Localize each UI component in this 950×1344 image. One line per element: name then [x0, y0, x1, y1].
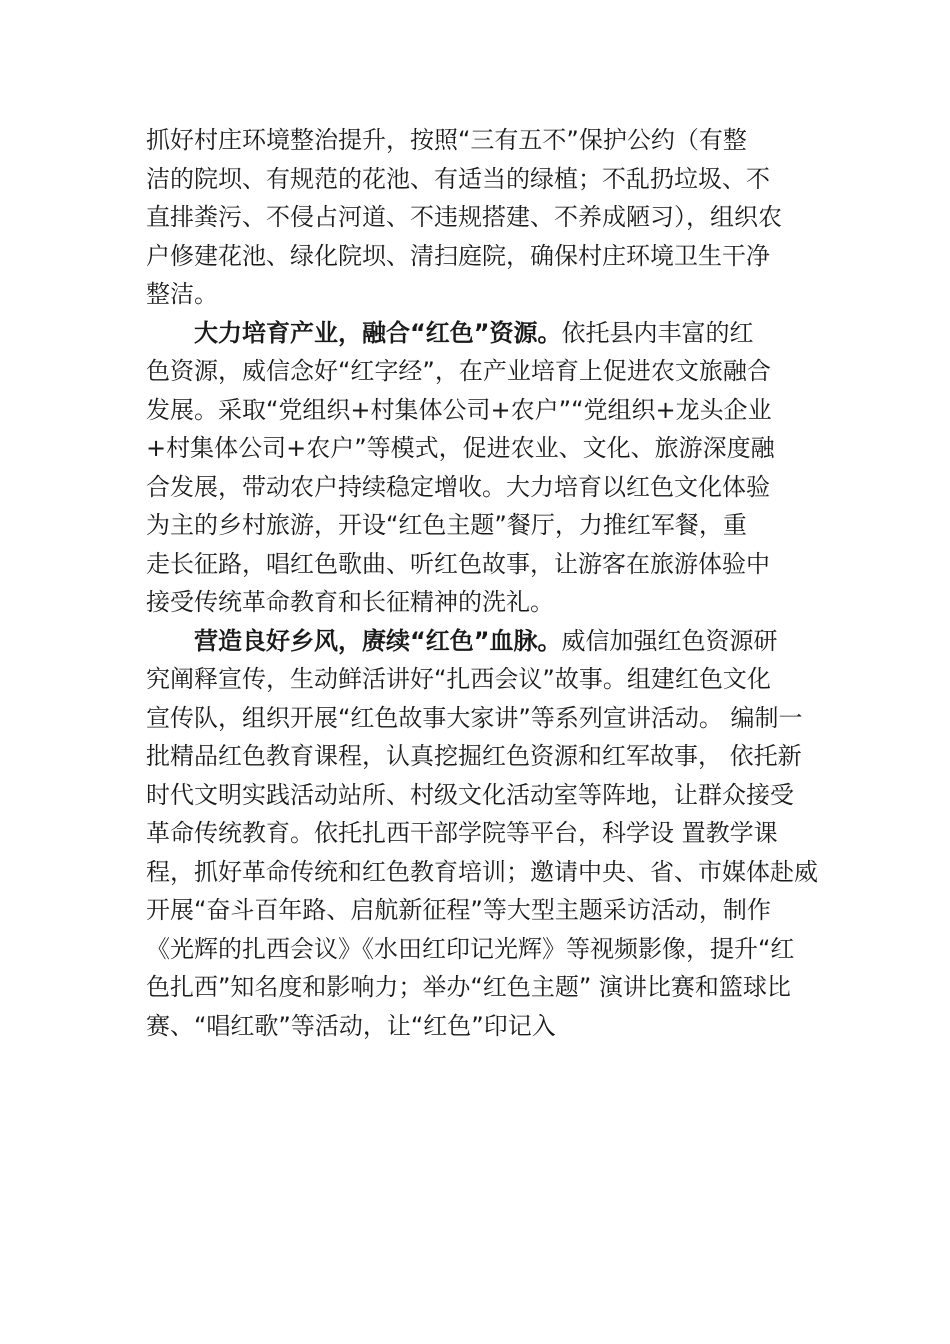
- text-line: 发展。采取“党组织+村集体公司+农户”“党组织+龙头企业: [146, 395, 772, 424]
- text-line: 抓好村庄环境整治提升，按照“三有五不”保护公约（有整: [146, 126, 747, 154]
- paragraph-heading-line: 大力培育产业，融合“红色”资源。依托县内丰富的红: [194, 318, 754, 347]
- text-line: 合发展，带动农户持续稳定增收。大力培育以红色文化体验: [146, 472, 770, 501]
- text-line: 批精品红色教育课程，认真挖掘红色资源和红军故事， 依托新: [146, 742, 802, 770]
- text-line: 赛、“唱红歌”等活动，让“红色”印记入: [146, 1011, 556, 1040]
- text-line: 时代文明实践活动站所、村级文化活动室等阵地，让群众接受: [146, 780, 794, 809]
- text-line: +村集体公司+农户”等模式，促进农业、文化、旅游深度融: [146, 434, 775, 462]
- text-line: 究阐释宣传，生动鲜活讲好“扎西会议”故事。组建红色文化: [146, 665, 771, 693]
- section-heading: 大力培育产业，融合“红色”资源。: [194, 318, 562, 347]
- text-line: 户修建花池、绿化院坝、清扫庭院，确保村庄环境卫生干净: [146, 241, 770, 270]
- text-line: 宣传队，组织开展“红色故事大家讲”等系列宣讲活动。 编制一: [146, 703, 803, 732]
- paragraph-heading-line: 营造良好乡风，赓续“红色”血脉。威信加强红色资源研: [194, 626, 778, 655]
- text-line: 开展“奋斗百年路、启航新征程”等大型主题采访活动，制作: [146, 896, 771, 924]
- text-line: 《光辉的扎西会议》《水田红印记光辉》等视频影像，提升“红: [146, 934, 795, 963]
- text-line: 走长征路，唱红色歌曲、听红色故事，让游客在旅游体验中: [146, 549, 770, 578]
- text-line: 整洁。: [146, 280, 218, 308]
- text-line: 革命传统教育。依托扎西干部学院等平台，科学设 置教学课: [146, 819, 778, 847]
- text-line: 色扎西”知名度和影响力；举办“红色主题” 演讲比赛和篮球比: [146, 973, 791, 1001]
- text-line: 接受传统革命教育和长征精神的洗礼。: [146, 588, 554, 616]
- text-line: 为主的乡村旅游，开设“红色主题”餐厅，力推红军餐，重: [146, 511, 747, 539]
- section-heading: 营造良好乡风，赓续“红色”血脉。: [194, 626, 562, 655]
- text-line: 程，抓好革命传统和红色教育培训；邀请中央、省、市媒体赴威: [146, 857, 818, 886]
- text-line: 直排粪污、不侵占河道、不违规搭建、不养成陋习），组织农: [146, 203, 782, 231]
- text-line: 色资源，威信念好“红字经”，在产业培育上促进农文旅融合: [146, 357, 771, 385]
- text-line: 洁的院坝、有规范的花池、有适当的绿植；不乱扔垃圾、不: [146, 164, 770, 193]
- body-text: [146, 121, 836, 1045]
